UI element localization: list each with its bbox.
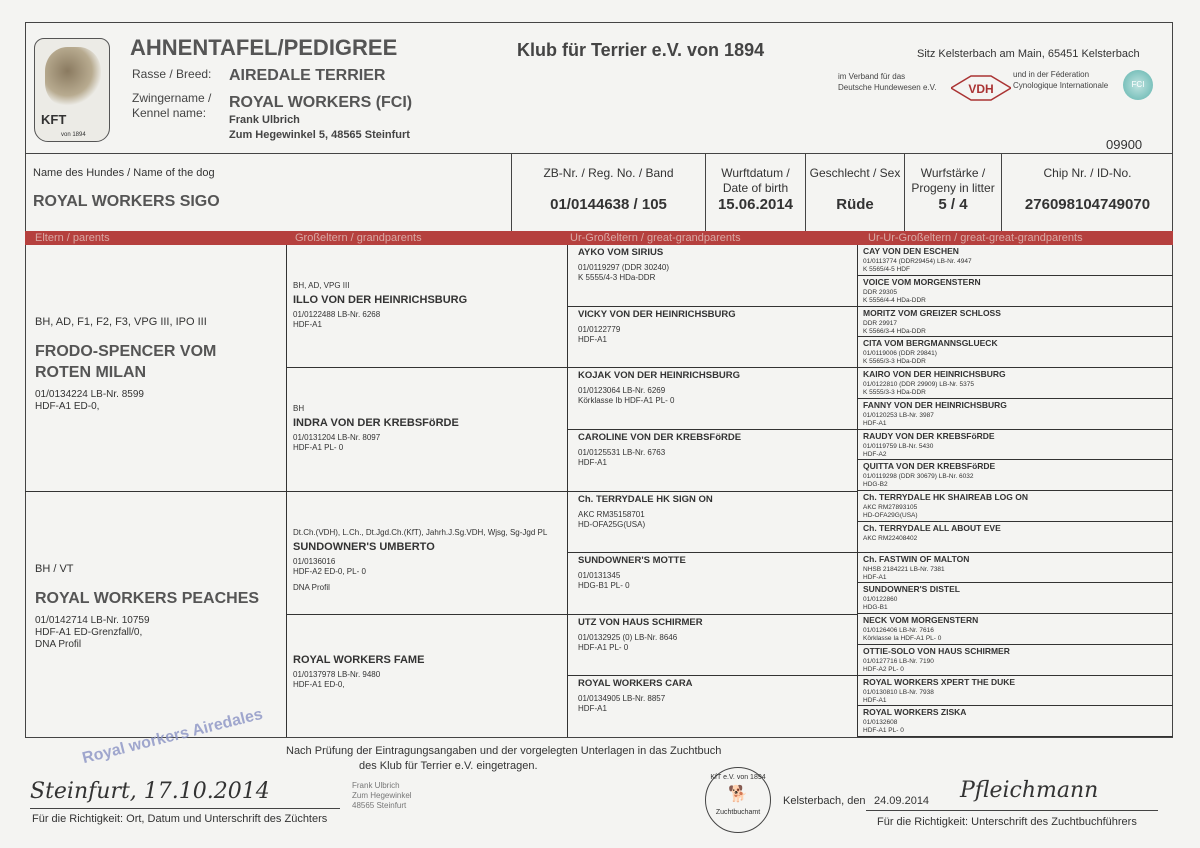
dog-details: 01/0119759 LB-Nr. 5430 HDF-A2 (863, 442, 934, 458)
breed-label: Rasse / Breed: (132, 67, 212, 81)
band-grandparents: Großeltern / grandparents (295, 232, 422, 244)
dog-entry (287, 492, 567, 615)
breeder-signature: Steinfurt, 17.10.2014 (30, 779, 270, 804)
dog-details: 01/0119297 (DDR 30240) K 5555/4-3 HDa-DDR (578, 263, 670, 282)
dog-name: CAY VON DEN ESCHEN (863, 246, 959, 256)
dog-details: 01/0132925 (0) LB-Nr. 8646 HDF-A1 PL- 0 (578, 632, 678, 652)
dog-details: 01/0122779 HDF-A1 (578, 324, 621, 344)
dog-details: 01/0134224 LB-Nr. 8599 HDF-A1 ED-0, (35, 389, 144, 412)
registrar-caption: Für die Richtigkeit: Unterschrift des Zuchtbuchführers (877, 816, 1137, 828)
dog-name: ILLO VON DER HEINRICHSBURG (293, 294, 468, 306)
dog-name: OTTIE-SOLO VON HAUS SCHIRMER (863, 645, 1010, 656)
statement-line-2: des Klub für Terrier e.V. eingetragen. (359, 760, 538, 772)
dog-entry (858, 460, 1173, 491)
grandparents-column (287, 245, 568, 737)
dog-name: VICKY VON DER HEINRICHSBURG (578, 308, 736, 320)
dog-details: 01/0123064 LB-Nr. 6269 Körklasse Ib HDF-A1 PL- 0 (578, 386, 675, 406)
breed-value: AIREDALE TERRIER (229, 67, 386, 84)
dog-name: CITA VOM BERGMANNSGLUECK (863, 338, 998, 349)
dog-entry (858, 399, 1173, 430)
breeder-signature-line (30, 808, 340, 809)
dog-details: 01/0119006 (DDR 29841) K 5565/3-3 HDa-DDR (863, 350, 937, 366)
dog-name: Ch. FASTWIN OF MALTON (863, 553, 970, 564)
dog-name: CAROLINE VON DER KREBSFöRDE (578, 431, 742, 443)
dog-details: DDR 29917 K 5566/3-4 HDa-DDR (863, 319, 926, 335)
dog-name: Ch. TERRYDALE HK SHAIREAB LOG ON (863, 492, 1028, 502)
dog-details: 01/0134905 LB-Nr. 8857 HDF-A1 (578, 694, 666, 714)
dog-entry (568, 245, 857, 307)
dog-entry (858, 245, 1173, 276)
dog-name: QUITTA VON DER KREBSFöRDE (863, 461, 996, 472)
titles: Dt.Ch.(VDH), L.Ch., Dt.Jgd.Ch.(KfT), Jahrh.J.Sg.VDH, Wjsg, Sg-Jgd PL (293, 527, 548, 537)
dog-extra: DNA Profil (293, 582, 330, 592)
dog-details: 01/0119298 (DDR 30679) LB-Nr. 6032 HDG-B2 (863, 473, 974, 489)
dog-details: DDR 29305 K 5556/4-4 HDa-DDR (863, 288, 926, 304)
dog-entry (287, 245, 567, 368)
dog-details: 01/0142714 LB-Nr. 10759 HDF-A1 ED-Grenzfall/0, DNA Profil (35, 614, 150, 650)
dog-details: 01/0137978 LB-Nr. 9480 HDF-A1 ED-0, (293, 669, 381, 689)
dog-name-label: Name des Hundes / Name of the dog (33, 167, 215, 179)
dog-entry (25, 492, 286, 738)
dog-name: MORITZ VOM GREIZER SCHLOSS (863, 307, 1001, 318)
dob-value: 15.06.2014 (717, 196, 794, 213)
dog-name: VOICE VOM MORGENSTERN (863, 276, 981, 287)
fci-logo: FCI (1123, 70, 1153, 100)
dog-name: ROYAL WORKERS CARA (578, 678, 693, 690)
reg-cell (512, 154, 706, 231)
dog-entry (858, 645, 1173, 676)
sex-cell (806, 154, 905, 231)
club-name: Klub für Terrier e.V. von 1894 (517, 40, 765, 60)
dog-info-row (25, 153, 1173, 231)
statement-line-1: Nach Prüfung der Eintragungsangaben und der vorgelegten Unterlagen in das Zuchtbuch (286, 745, 722, 757)
place-label: Kelsterbach, den (783, 795, 866, 807)
dog-details: 01/0122488 LB-Nr. 6268 HDF-A1 (293, 310, 381, 329)
dog-details: 01/0127716 LB-Nr. 7190 HDF-A2 PL- 0 (863, 657, 934, 673)
dog-name: NECK VOM MORGENSTERN (863, 615, 979, 625)
litter-value: 5 / 4 (938, 196, 968, 213)
chip-cell (1002, 154, 1173, 231)
dog-entry (568, 368, 857, 430)
dog-details: NHSB 2184221 LB-Nr. 7381 HDF-A1 (863, 565, 945, 581)
dog-entry (858, 553, 1173, 584)
dog-entry (858, 491, 1173, 522)
dog-name-cell (25, 154, 512, 231)
litter-label-1: Wurfstärke / (920, 166, 986, 180)
kennel-value: ROYAL WORKERS (FCI) (229, 94, 413, 111)
dog-entry (858, 276, 1173, 307)
dog-entry (568, 307, 857, 369)
kft-logo (34, 38, 110, 142)
dog-details: AKC RM35158701 HD-OFA25G(USA) (578, 509, 646, 529)
dog-name: ROYAL WORKERS XPERT THE DUKE (863, 676, 1016, 687)
dog-entry (287, 368, 567, 491)
sex-label: Geschlecht / Sex (809, 166, 901, 180)
document-title: AHNENTAFEL/PEDIGREE (130, 35, 398, 60)
fci-text-1: und in der Féderation (1013, 70, 1090, 79)
dog-details: 01/0113774 (DDR29454) LB-Nr. 4947 K 5565/4-5 HDF (863, 258, 972, 273)
kennel-label-2: Kennel name: (132, 106, 207, 120)
dog-details: 01/0126406 LB-Nr. 7616 Körklasse Ia HDF-A1 PL- 0 (863, 627, 942, 642)
registrar-signature: Pfleichmann (960, 778, 1099, 803)
dog-entry (25, 245, 286, 492)
titles: BH, AD, VPG III (293, 281, 350, 290)
dog-name: SUNDOWNER'S MOTTE (578, 555, 686, 567)
dog-entry (858, 583, 1173, 614)
dog-name: FRODO-SPENCER VOM ROTEN MILAN (35, 343, 217, 381)
seal-top-text: KfT e.V. von 1894 (710, 774, 766, 781)
dog-entry (858, 522, 1173, 553)
titles: BH (293, 404, 305, 414)
dog-name: ROYAL WORKERS FAME (293, 653, 425, 666)
svg-text:VDH: VDH (968, 82, 994, 96)
dog-entry (287, 615, 567, 737)
band-great-grandparents: Ur-Großeltern / great-grandparents (570, 232, 741, 244)
parents-column (25, 245, 287, 737)
terrier-head-icon: 🐕 (728, 786, 748, 803)
titles: BH, AD, F1, F2, F3, VPG III, IPO III (35, 316, 207, 328)
stamp-address: Frank Ulbrich Zum Hegewinkel 48565 Steinfurt (352, 781, 412, 810)
dog-entry (858, 676, 1173, 707)
dog-entry (858, 706, 1173, 737)
seal-bottom-text: Zuchtbuchamt (715, 809, 761, 816)
dog-entry (568, 615, 857, 677)
document-number: 09900 (1106, 137, 1143, 152)
reg-label: ZB-Nr. / Reg. No. / Band (543, 166, 674, 180)
dog-entry (858, 337, 1173, 368)
registration-date: 24.09.2014 (874, 795, 930, 807)
dog-name: ROYAL WORKERS SIGO (33, 193, 220, 210)
logo-text: KFT (41, 112, 67, 127)
dog-details: 01/0130810 LB-Nr. 7938 HDF-A1 (863, 688, 934, 704)
breeder-stamp: Royal workers Airedales (80, 705, 265, 768)
dog-name: Ch. TERRYDALE HK SIGN ON (578, 493, 713, 505)
dog-details: AKC RM22408402 (863, 534, 918, 542)
dob-label-1: Wurftdatum / (721, 166, 790, 180)
kennel-label-1: Zwingername / (132, 91, 212, 105)
generation-header-band (25, 231, 1173, 245)
logo-sub: von 1894 (61, 132, 86, 138)
dog-name: ROYAL WORKERS ZISKA (863, 707, 967, 718)
dog-details: AKC RM27893105 HD-OFA29G(USA) (863, 504, 918, 519)
dog-name: AYKO VOM SIRIUS (578, 247, 664, 258)
chip-label: Chip Nr. / ID-No. (1043, 166, 1132, 180)
dog-details: 01/0131204 LB-Nr. 8097 HDF-A1 PL- 0 (293, 433, 381, 453)
club-seat: Sitz Kelsterbach am Main, 65451 Kelsterbach (917, 48, 1140, 60)
fci-text-2: Cynologique Internationale (1013, 81, 1109, 90)
dog-details: 01/0132608 HDF-A1 PL- 0 (863, 719, 904, 735)
dog-entry (568, 492, 857, 554)
breeder-address: Zum Hegewinkel 5, 48565 Steinfurt (229, 129, 410, 141)
dog-details: 01/0136016 HDF-A2 ED-0, PL- 0 (293, 556, 366, 576)
dog-name: INDRA VON DER KREBSFöRDE (293, 417, 459, 430)
dog-name: RAUDY VON DER KREBSFöRDE (863, 430, 995, 441)
dog-name: UTZ VON HAUS SCHIRMER (578, 616, 703, 628)
dog-name: KOJAK VON DER HEINRICHSBURG (578, 370, 741, 382)
registrar-signature-line (866, 810, 1158, 811)
dog-name: FANNY VON DER HEINRICHSBURG (863, 399, 1007, 410)
litter-label-2: Progeny in litter (911, 181, 995, 195)
breeder-caption: Für die Richtigkeit: Ort, Datum und Unterschrift des Züchters (32, 813, 328, 825)
dog-name: ROYAL WORKERS PEACHES (35, 589, 260, 607)
chip-value: 276098104749070 (1024, 196, 1151, 213)
dog-details: 01/0122860 HDG-B1 (863, 596, 898, 612)
reg-value: 01/0144638 / 105 (550, 196, 667, 213)
dog-details: 01/0120253 LB-Nr. 3987 HDF-A1 (863, 411, 934, 427)
dog-name: Ch. TERRYDALE ALL ABOUT EVE (863, 522, 1001, 533)
vdh-text-2: Deutsche Hundewesen e.V. (838, 83, 937, 92)
dog-details: 01/0131345 HDG-B1 PL- 0 (578, 571, 630, 591)
sex-value: Rüde (836, 196, 874, 213)
dog-details: 01/0122810 (DDR 29909) LB-Nr. 5375 K 5555/3-3 HDa-DDR (863, 381, 974, 396)
band-parents: Eltern / parents (35, 232, 110, 244)
dob-label-2: Date of birth (722, 181, 789, 195)
dob-cell (706, 154, 806, 231)
breeder-name: Frank Ulbrich (229, 114, 300, 126)
zuchtbuchamt-seal (705, 767, 771, 833)
titles: BH / VT (35, 562, 74, 575)
dog-entry (858, 368, 1173, 399)
dog-entry (858, 430, 1173, 461)
pedigree-table (25, 245, 1173, 737)
dog-entry (568, 430, 857, 492)
dog-entry (568, 676, 857, 737)
litter-cell (905, 154, 1002, 231)
band-great-great-grandparents: Ur-Ur-Großeltern / great-great-grandparents (868, 232, 1083, 244)
dog-entry (858, 614, 1173, 645)
dog-entry (858, 307, 1173, 338)
terrier-heads-icon (45, 47, 101, 107)
great-grandparents-column (568, 245, 858, 737)
vdh-text-1: im Verband für das (838, 72, 906, 81)
dog-entry (568, 553, 857, 615)
dog-name: SUNDOWNER'S UMBERTO (293, 540, 435, 553)
dog-name: SUNDOWNER'S DISTEL (863, 584, 960, 595)
vdh-logo (951, 75, 1011, 101)
dog-details: 01/0125531 LB-Nr. 6763 HDF-A1 (578, 447, 666, 467)
great-great-grandparents-column (858, 245, 1173, 737)
dog-name: KAIRO VON DER HEINRICHSBURG (863, 369, 1006, 379)
